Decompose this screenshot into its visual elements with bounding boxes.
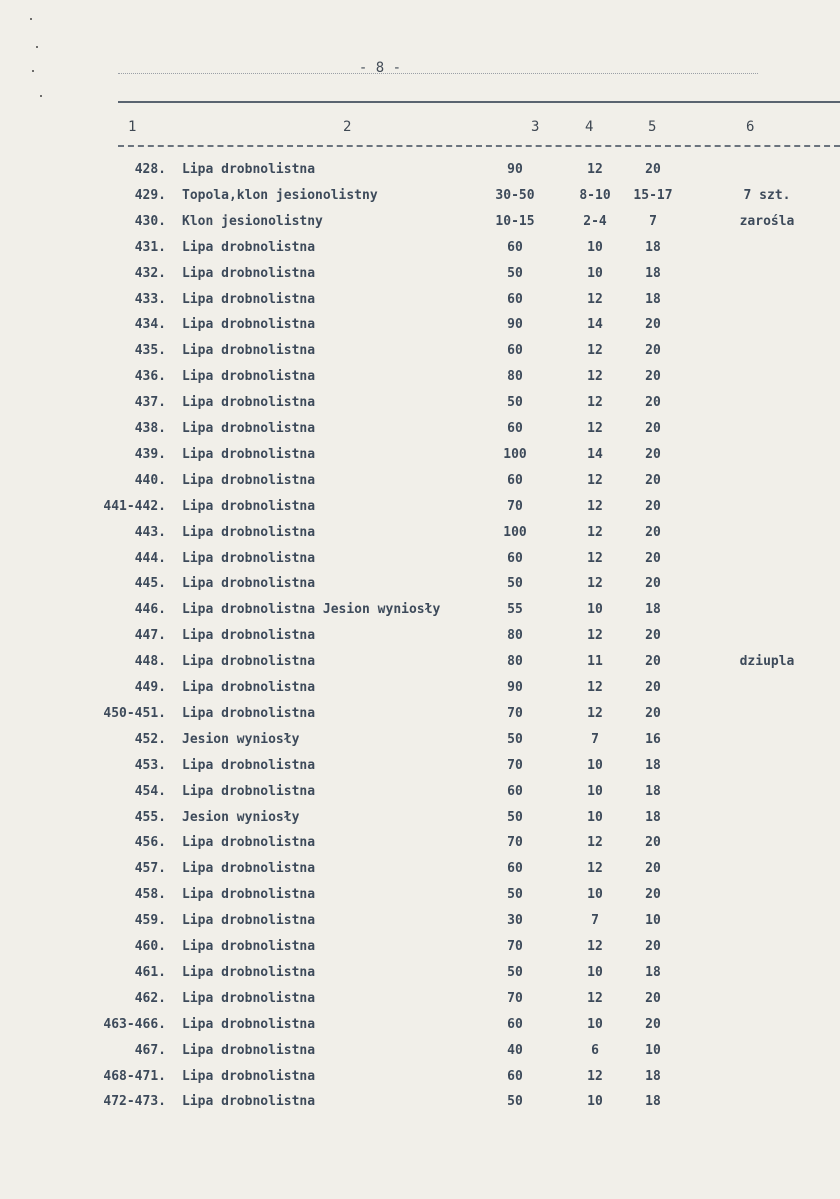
row-number: 461. <box>134 964 166 980</box>
cell-col-3: 80 <box>507 628 523 644</box>
species-name: Lipa drobnolistna Jesion wyniosły <box>182 602 441 618</box>
cell-col-5: 20 <box>645 576 661 592</box>
cell-col-6: dziupla <box>739 654 795 670</box>
page-number: - 8 - <box>358 60 402 76</box>
cell-col-3: 70 <box>507 757 523 773</box>
row-number: 459. <box>134 913 166 929</box>
table-row <box>0 161 840 187</box>
cell-col-4: 12 <box>587 835 603 851</box>
species-name: Lipa drobnolistna <box>182 990 316 1006</box>
cell-col-3: 55 <box>507 602 523 618</box>
cell-col-3: 100 <box>503 524 527 540</box>
row-number: 467. <box>134 1042 166 1058</box>
species-name: Lipa drobnolistna <box>182 472 316 488</box>
species-name: Klon jesionolistny <box>182 213 323 229</box>
row-number: 438. <box>134 421 166 436</box>
cell-col-5: 20 <box>645 550 661 566</box>
species-name: Jesion wyniosły <box>182 731 300 747</box>
table-row <box>0 783 840 809</box>
cell-col-4: 12 <box>587 498 603 514</box>
table-row <box>0 446 840 472</box>
cell-col-4: 10 <box>587 1016 603 1032</box>
cell-col-3: 10-15 <box>495 213 535 229</box>
cell-col-4: 10 <box>587 887 603 903</box>
species-name: Lipa drobnolistna <box>182 757 316 773</box>
cell-col-5: 10 <box>645 913 661 929</box>
row-number: 448. <box>134 654 166 670</box>
row-number: 468-471. <box>103 1068 166 1084</box>
table-row <box>0 368 840 394</box>
cell-col-4: 8-10 <box>579 187 611 203</box>
cell-col-4: 12 <box>587 576 603 592</box>
table-row <box>0 757 840 783</box>
cell-col-3: 70 <box>507 990 523 1006</box>
cell-col-6: 7 szt. <box>743 187 791 203</box>
row-number: 460. <box>134 939 166 954</box>
header-dotted-line <box>118 73 758 74</box>
row-number: 444. <box>134 550 166 566</box>
cell-col-4: 12 <box>587 939 603 954</box>
cell-col-3: 60 <box>507 783 523 799</box>
cell-col-6: zarośla <box>739 213 795 229</box>
table-row <box>0 316 840 342</box>
cell-col-4: 12 <box>587 524 603 540</box>
cell-col-4: 12 <box>587 861 603 877</box>
species-name: Lipa drobnolistna <box>182 317 316 333</box>
row-number: 446. <box>134 602 166 618</box>
cell-col-4: 2-4 <box>583 213 607 229</box>
table-row <box>0 1016 840 1042</box>
cell-col-4: 10 <box>587 239 603 255</box>
row-number: 439. <box>134 446 166 462</box>
species-name: Lipa drobnolistna <box>182 939 316 954</box>
cell-col-4: 10 <box>587 783 603 799</box>
column-header-5: 5 <box>648 119 657 135</box>
row-number: 434. <box>134 317 166 333</box>
table-row <box>0 601 840 627</box>
column-header-4: 4 <box>585 119 594 135</box>
cell-col-3: 60 <box>507 291 523 307</box>
table-row <box>0 964 840 990</box>
cell-col-5: 20 <box>645 317 661 333</box>
cell-col-4: 12 <box>587 1068 603 1084</box>
cell-col-5: 20 <box>645 1016 661 1032</box>
species-name: Lipa drobnolistna <box>182 680 316 695</box>
table-row <box>0 342 840 368</box>
cell-col-3: 60 <box>507 239 523 255</box>
row-number: 453. <box>134 757 166 773</box>
cell-col-4: 12 <box>587 705 603 721</box>
cell-col-3: 60 <box>507 1068 523 1084</box>
species-name: Topola,klon jesionolistny <box>182 187 378 203</box>
species-name: Lipa drobnolistna <box>182 524 316 540</box>
cell-col-4: 10 <box>587 809 603 825</box>
cell-col-3: 60 <box>507 472 523 488</box>
cell-col-5: 18 <box>645 964 661 980</box>
row-number: 458. <box>134 887 166 903</box>
row-number: 472-473. <box>103 1094 166 1110</box>
cell-col-5: 20 <box>645 343 661 359</box>
row-number: 437. <box>134 395 166 411</box>
cell-col-5: 20 <box>645 395 661 411</box>
cell-col-3: 60 <box>507 550 523 566</box>
cell-col-5: 20 <box>645 162 661 177</box>
cell-col-3: 100 <box>503 446 527 462</box>
cell-col-3: 50 <box>507 576 523 592</box>
row-number: 456. <box>134 835 166 851</box>
table-row <box>0 1042 840 1068</box>
cell-col-3: 30 <box>507 913 523 929</box>
table-row <box>0 213 840 239</box>
row-number: 454. <box>134 783 166 799</box>
row-number: 428. <box>134 162 166 177</box>
table-row <box>0 524 840 550</box>
column-header-3: 3 <box>531 119 540 135</box>
table-row <box>0 912 840 938</box>
row-number: 463-466. <box>103 1016 166 1032</box>
cell-col-3: 50 <box>507 809 523 825</box>
row-number: 457. <box>134 861 166 877</box>
cell-col-4: 12 <box>587 550 603 566</box>
cell-col-5: 15-17 <box>633 187 673 203</box>
cell-col-5: 20 <box>645 524 661 540</box>
cell-col-5: 20 <box>645 369 661 385</box>
cell-col-4: 10 <box>587 964 603 980</box>
table-row <box>0 472 840 498</box>
table-row <box>0 550 840 576</box>
species-name: Lipa drobnolistna <box>182 654 316 670</box>
species-name: Lipa drobnolistna <box>182 343 316 359</box>
table-row <box>0 239 840 265</box>
row-number: 436. <box>134 369 166 385</box>
cell-col-3: 60 <box>507 1016 523 1032</box>
cell-col-3: 50 <box>507 964 523 980</box>
species-name: Lipa drobnolistna <box>182 239 316 255</box>
cell-col-5: 18 <box>645 1068 661 1084</box>
species-name: Lipa drobnolistna <box>182 1042 316 1058</box>
species-name: Lipa drobnolistna <box>182 964 316 980</box>
cell-col-4: 10 <box>587 265 603 281</box>
table-row <box>0 860 840 886</box>
cell-col-4: 10 <box>587 602 603 618</box>
cell-col-5: 20 <box>645 887 661 903</box>
cell-col-3: 30-50 <box>495 187 535 203</box>
row-number: 433. <box>134 291 166 307</box>
cell-col-5: 18 <box>645 757 661 773</box>
species-name: Lipa drobnolistna <box>182 835 316 851</box>
species-name: Lipa drobnolistna <box>182 576 316 592</box>
cell-col-4: 12 <box>587 628 603 644</box>
cell-col-3: 90 <box>507 162 523 177</box>
paper-speck <box>32 70 34 72</box>
paper-speck <box>36 46 38 48</box>
species-name: Lipa drobnolistna <box>182 421 316 436</box>
table-row <box>0 575 840 601</box>
table-row <box>0 705 840 731</box>
row-number: 443. <box>134 524 166 540</box>
cell-col-3: 50 <box>507 887 523 903</box>
species-name: Lipa drobnolistna <box>182 265 316 281</box>
row-number: 455. <box>134 809 166 825</box>
paper-speck <box>40 95 42 97</box>
row-number: 462. <box>134 990 166 1006</box>
cell-col-4: 12 <box>587 291 603 307</box>
table-row <box>0 1093 840 1119</box>
cell-col-5: 20 <box>645 421 661 436</box>
table-row <box>0 394 840 420</box>
row-number: 429. <box>134 187 166 203</box>
row-number: 432. <box>134 265 166 281</box>
cell-col-3: 70 <box>507 705 523 721</box>
table-row <box>0 265 840 291</box>
cell-col-4: 7 <box>591 731 599 747</box>
cell-col-5: 18 <box>645 602 661 618</box>
species-name: Jesion wyniosły <box>182 809 300 825</box>
cell-col-5: 18 <box>645 783 661 799</box>
cell-col-5: 18 <box>645 1094 661 1110</box>
cell-col-5: 20 <box>645 446 661 462</box>
cell-col-5: 20 <box>645 680 661 695</box>
column-header-6: 6 <box>746 119 755 135</box>
species-name: Lipa drobnolistna <box>182 887 316 903</box>
species-name: Lipa drobnolistna <box>182 498 316 514</box>
cell-col-5: 16 <box>645 731 661 747</box>
table-header-rule <box>118 145 840 147</box>
cell-col-3: 70 <box>507 835 523 851</box>
cell-col-5: 18 <box>645 809 661 825</box>
row-number: 431. <box>134 239 166 255</box>
species-name: Lipa drobnolistna <box>182 861 316 877</box>
table-row <box>0 938 840 964</box>
cell-col-3: 40 <box>507 1042 523 1058</box>
cell-col-4: 7 <box>591 913 599 929</box>
table-row <box>0 187 840 213</box>
cell-col-4: 12 <box>587 162 603 177</box>
species-name: Lipa drobnolistna <box>182 783 316 799</box>
cell-col-3: 60 <box>507 861 523 877</box>
table-row <box>0 627 840 653</box>
table-row <box>0 809 840 835</box>
cell-col-3: 80 <box>507 654 523 670</box>
row-number: 440. <box>134 472 166 488</box>
cell-col-5: 20 <box>645 835 661 851</box>
column-header-2: 2 <box>343 119 352 135</box>
cell-col-5: 20 <box>645 654 661 670</box>
cell-col-5: 20 <box>645 628 661 644</box>
species-name: Lipa drobnolistna <box>182 550 316 566</box>
cell-col-4: 12 <box>587 472 603 488</box>
row-number: 450-451. <box>103 705 166 721</box>
row-number: 452. <box>134 731 166 747</box>
table-top-rule <box>118 101 840 103</box>
table-row <box>0 1068 840 1094</box>
cell-col-3: 50 <box>507 265 523 281</box>
cell-col-4: 14 <box>587 317 603 333</box>
species-name: Lipa drobnolistna <box>182 1068 316 1084</box>
paper-speck <box>30 18 32 20</box>
row-number: 430. <box>134 213 166 229</box>
cell-col-3: 60 <box>507 421 523 436</box>
cell-col-5: 20 <box>645 990 661 1006</box>
cell-col-3: 60 <box>507 343 523 359</box>
table-row <box>0 886 840 912</box>
cell-col-5: 20 <box>645 861 661 877</box>
species-name: Lipa drobnolistna <box>182 628 316 644</box>
species-name: Lipa drobnolistna <box>182 162 316 177</box>
cell-col-5: 7 <box>649 213 657 229</box>
cell-col-5: 18 <box>645 239 661 255</box>
cell-col-5: 20 <box>645 498 661 514</box>
row-number: 445. <box>134 576 166 592</box>
cell-col-4: 12 <box>587 343 603 359</box>
cell-col-4: 12 <box>587 421 603 436</box>
cell-col-3: 50 <box>507 1094 523 1110</box>
cell-col-3: 50 <box>507 395 523 411</box>
cell-col-5: 18 <box>645 291 661 307</box>
cell-col-3: 70 <box>507 498 523 514</box>
species-name: Lipa drobnolistna <box>182 369 316 385</box>
column-header-1: 1 <box>128 119 137 135</box>
cell-col-4: 12 <box>587 395 603 411</box>
cell-col-3: 50 <box>507 731 523 747</box>
table-row <box>0 834 840 860</box>
species-name: Lipa drobnolistna <box>182 913 316 929</box>
cell-col-5: 18 <box>645 265 661 281</box>
cell-col-4: 12 <box>587 369 603 385</box>
cell-col-4: 12 <box>587 680 603 695</box>
cell-col-5: 10 <box>645 1042 661 1058</box>
species-name: Lipa drobnolistna <box>182 446 316 462</box>
cell-col-4: 11 <box>587 654 603 670</box>
table-row <box>0 990 840 1016</box>
table-row <box>0 291 840 317</box>
cell-col-3: 80 <box>507 369 523 385</box>
cell-col-4: 10 <box>587 1094 603 1110</box>
table-row <box>0 679 840 705</box>
cell-col-5: 20 <box>645 939 661 954</box>
table-row <box>0 653 840 679</box>
row-number: 447. <box>134 628 166 644</box>
row-number: 435. <box>134 343 166 359</box>
cell-col-5: 20 <box>645 472 661 488</box>
cell-col-4: 10 <box>587 757 603 773</box>
cell-col-4: 6 <box>591 1042 599 1058</box>
cell-col-3: 90 <box>507 680 523 695</box>
cell-col-3: 90 <box>507 317 523 333</box>
cell-col-4: 12 <box>587 990 603 1006</box>
species-name: Lipa drobnolistna <box>182 705 316 721</box>
species-name: Lipa drobnolistna <box>182 1016 316 1032</box>
cell-col-5: 20 <box>645 705 661 721</box>
species-name: Lipa drobnolistna <box>182 1094 316 1110</box>
cell-col-4: 14 <box>587 446 603 462</box>
species-name: Lipa drobnolistna <box>182 291 316 307</box>
cell-col-3: 70 <box>507 939 523 954</box>
table-row <box>0 731 840 757</box>
species-name: Lipa drobnolistna <box>182 395 316 411</box>
table-row <box>0 498 840 524</box>
table-row <box>0 420 840 446</box>
row-number: 441-442. <box>103 498 166 514</box>
row-number: 449. <box>134 680 166 695</box>
